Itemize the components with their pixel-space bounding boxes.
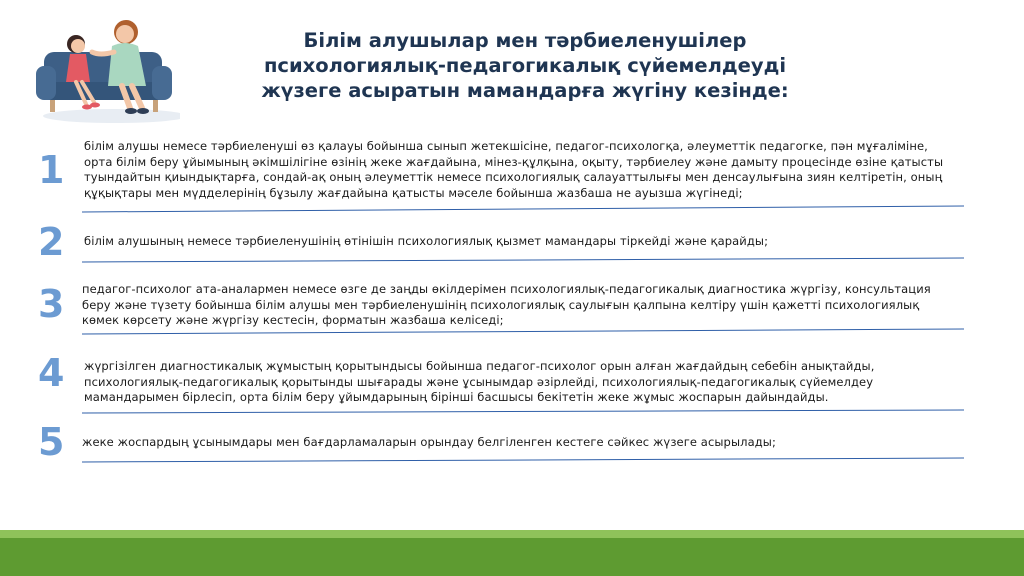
step-number-4: 4	[38, 351, 65, 395]
step-number-3: 3	[38, 282, 65, 326]
step-number-1: 1	[38, 148, 65, 192]
title-line-1: Білім алушылар мен тәрбиеленушілер	[303, 29, 747, 52]
step-text-2: білім алушының немесе тәрбиеленушінің өтінішін психологиялық қызмет мамандары тіркейді және қарайды;	[84, 234, 769, 248]
step-text-4: жүргізілген диагностикалық жұмыстың қорытындысы бойынша педагог-психолог орын алған жағдайдың себебін анықтайды, психологиялық-педагогикалық қорытынды шығарады және ұсынымдар әзірлейді, психологиялық-педагогикалық сүйемелдеу мамандарымен бірлесіп, орта білім беру ұйымдарының бірінші басшысы бекітетін жеке жұмыс жоспарын дайындайды.	[84, 359, 875, 404]
step-number-2: 2	[38, 220, 65, 264]
step-text-1: білім алушы немесе тәрбиеленуші өз қалауы бойынша сынып жетекшісіне, педагог-психологқа, әлеуметтік педагогке, пән мұғалiмiне, орта білім беру ұйымының әкімшілігіне өзінің жеке жағдайына, мінез-құлқына, оқыту, тәрбиелеу және дамыту процесінде өзіне қатысты туындайтын қиындықтарға, сондай-ақ оның әлеуметтік немесе психологиялық салауаттылығы мен денсаулығына зиян келтіретін, оның құқықтары мен мүдделерінің бұзылу жағдайына қатысты мәселе бойынша жазбаша не ауызша жүгінеді;	[84, 139, 944, 200]
title-line-3: жүзеге асыратын мамандарға жүгіну кезінде:	[261, 79, 789, 102]
mother-and-child-on-sofa-icon	[30, 12, 180, 124]
footer-bar-dark	[0, 538, 1024, 576]
divider-line-1	[82, 200, 964, 214]
step-number-5: 5	[38, 420, 65, 464]
divider-line-5	[82, 451, 964, 465]
page-title	[200, 28, 850, 103]
footer-bar-light	[0, 530, 1024, 538]
step-text-3: педагог-психолог ата-аналармен немесе өзге де заңды өкілдерімен психологиялық-педагогикалық диагностика жүргізу, консультация беру және түзету бойынша білім алушы мен тәрбиеленушінің психологиялық саулығын қалпына келтіру үшін қажетті психологиялық көмек көрсету және жүргізу кестесін, форматын жазбаша келіседі;	[82, 282, 931, 327]
divider-line-2	[82, 251, 964, 265]
divider-line-4	[82, 402, 964, 416]
divider-line-3	[82, 323, 964, 337]
step-text-5: жеке жоспардың ұсынымдары мен бағдарламаларын орындау белгіленген кестеге сәйкес жүзеге асырылады;	[82, 435, 776, 449]
title-line-2: психологиялық-педагогикалық сүйемелдеуді	[263, 54, 787, 77]
